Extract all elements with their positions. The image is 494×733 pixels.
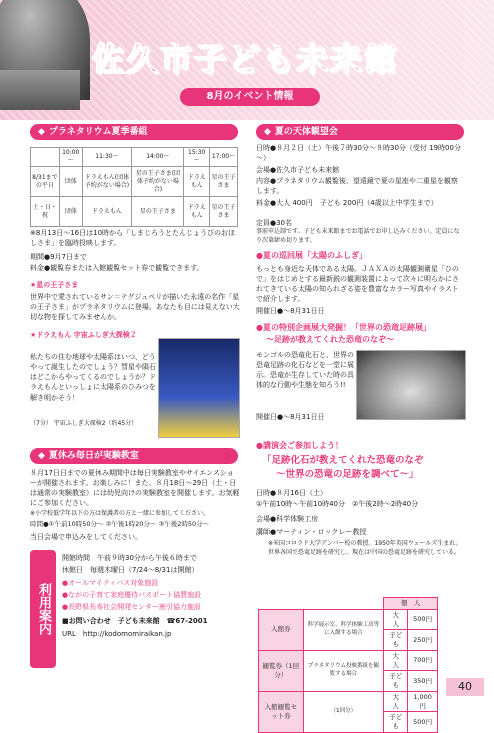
cell: 星の王子さま(団体予約がない場合) xyxy=(132,167,184,197)
fee-header: 個 人 xyxy=(384,598,438,610)
fee-type: 大 人 xyxy=(384,650,408,671)
diamond-icon: ◆ xyxy=(38,451,45,461)
cell: 団体 xyxy=(59,197,82,227)
cell: 団体 xyxy=(59,167,82,197)
fee-name: 入館観覧セット券 xyxy=(259,691,304,732)
cell: ドラえもん xyxy=(184,197,210,227)
fee-name: 観覧券（1回分） xyxy=(259,650,304,691)
special2-title: ●夏の特別企画展大発掘！「世界の恐竜足跡展」 xyxy=(256,323,431,332)
lecture-times: ①午前10時～午前10時40分 ②午後2時～2時40分 xyxy=(256,500,419,508)
show2-note: （7分） 宇宙ふしぎ大探検2（約45分） xyxy=(30,420,138,427)
cell: 星の王子さま xyxy=(209,197,237,227)
fee-price: 1,000円 xyxy=(408,691,438,712)
summer-lab-times: 時間●①午前10時50分～ ②午後1時20分～ ③午後2時50分～ xyxy=(30,520,210,528)
doraemon-poster-image xyxy=(158,338,240,438)
page-header xyxy=(0,0,494,120)
fee-desc: （1回分） xyxy=(303,691,384,732)
fee-price: 500円 xyxy=(408,712,438,733)
page-subtitle: 8月のイベント情報 xyxy=(180,88,320,106)
fee-type: 子ども xyxy=(384,712,408,733)
planetarium-note: ※8月13日～16日は10時から「しまじろうとたんじょうびのおほしさま」を臨時投映します。 xyxy=(30,229,236,248)
fee-name: 入館券 xyxy=(259,609,304,650)
info-url[interactable]: URL http://kodomomiraikan.jp xyxy=(62,630,172,638)
info-label: 利用案内 xyxy=(30,550,56,668)
planetarium-fee: 料金●観覧券または入館観覧セット券で観覧できます。 xyxy=(30,264,204,272)
cell: 星の王子さま xyxy=(209,167,237,197)
col-time: 11:30～ xyxy=(82,148,132,167)
special2-subtitle: ～足跡が教えてくれた恐竜のなぞ～ xyxy=(266,335,394,344)
dinosaur-fossil-image xyxy=(356,350,466,420)
show1-text: 世界中で愛されているサン＝テグジュペリが描いた永遠の名作「星の王子さま」がプラネタリウムに登場。あなたも目には見えない大切な物を探してみませんか。 xyxy=(30,293,240,322)
fee-type: 大 人 xyxy=(384,609,408,630)
fee-desc: 科学展示室、科学体験工房等に入館する場合 xyxy=(303,609,384,650)
summer-lab-text: ８月17日日までの夏休み期間中は毎日実験教室やサイエンスショーが開催されます。お楽しみに！また、８月18日～29日（土・日は通常の実験教室）には幼児向けの実験教室を開催します。お気軽にご参加ください。 xyxy=(30,469,240,508)
fee-price: 500円 xyxy=(408,609,438,630)
row-label: 土・日・祝 xyxy=(31,197,60,227)
show2-text: 私たちの住む地球や太陽系はいつ、どうやって誕生したのでしょう？彗星や隕石はどこからやってくるのでしょうか？ドラえもんといっしょに太陽系のひみつを解き明かそう！ xyxy=(30,353,156,402)
diamond-icon: ◆ xyxy=(38,127,45,137)
lecture-topic-2: ～世界の恐竜の足跡を調べて～」 xyxy=(276,469,419,480)
fee-price: 350円 xyxy=(408,671,438,692)
col-time: 10:00～ xyxy=(59,148,82,167)
observation-content: 内容●プラネタリウム観覧後、望遠鏡で夏の星座や二重星を観察します。 xyxy=(256,177,458,196)
observation-capacity: 定員●30名 xyxy=(256,219,293,227)
page-title: 佐久市子ども未来館 xyxy=(92,40,399,78)
planetarium-period: 期間●9月7日まで xyxy=(30,253,88,261)
col-time: 15:30～ xyxy=(184,148,210,167)
observation-fee: 料金●大人 400円 子ども 200円（4歳以上中学生まで） xyxy=(256,199,438,207)
corner-cell xyxy=(31,148,60,167)
row-label: 8/31までの平日 xyxy=(31,167,60,197)
special1-text: もっとも身近な天体である太陽。ＪＡＸＡの太陽観測衛星「ひので」をはじめとする最新鋭の観測装置によって次々に明らかにされてきている太陽の知られざる姿を豊富なカラー写真やイラストで紹介します。 xyxy=(256,265,459,304)
fee-price: 250円 xyxy=(408,630,438,651)
fee-type: 大 人 xyxy=(384,691,408,712)
lecture-title: ●講演会ご参加しよう！ xyxy=(256,441,343,450)
observation-cap-note: 事前申込制です。子ども未来館までお電話でお申し込みください。定員になり次第締め切ります。 xyxy=(256,228,460,244)
col-time: 14:00～ xyxy=(132,148,184,167)
info-item: ●長野県長寿社会開発センター割引協力施設 xyxy=(62,603,201,611)
fee-table xyxy=(258,597,438,733)
planetarium-heading: ◆ プラネタリウム夏季番組 xyxy=(30,124,238,140)
cell: 星の王子さま xyxy=(132,197,184,227)
diamond-icon: ◆ xyxy=(264,127,271,137)
summer-lab-heading: ◆ 夏休み毎日が実験教室 xyxy=(30,448,238,464)
building-image xyxy=(0,70,80,110)
fee-type: 子ども xyxy=(384,630,408,651)
info-contact: ■お問い合わせ 子ども未来館 ☎67-2001 xyxy=(62,617,208,625)
fee-type: 子ども xyxy=(384,671,408,692)
info-item: ●オールマイティパス対象施設 xyxy=(62,579,159,587)
lecture-bio: ※米国コロラド大学デンバー校の教授。1950年英国ウェールズ生まれ。世界各国で恐竜足跡を研究し、現在は中国の恐竜足跡を研究している。 xyxy=(268,540,462,556)
cell: ドラえもん xyxy=(82,197,132,227)
show1-title: ★星の王子さま xyxy=(30,281,79,289)
observation-heading: ◆ 夏の天体観望会 xyxy=(256,124,464,140)
summer-lab-note: ※小学校低学年以下の方は保護者の方と一緒に参加してください。 xyxy=(30,510,210,517)
summer-lab-apply: 当日会場で申込みをしてください。 xyxy=(30,533,142,541)
fee-price: 700円 xyxy=(408,650,438,671)
lecture-place: 会場●科学体験工房 xyxy=(256,515,319,523)
planetarium-schedule xyxy=(30,147,238,227)
special2-period: 開催日●～8月31日日 xyxy=(256,413,325,421)
special2-text: モンゴルの恐竜化石と、世界の恐竜足跡の化石などを一堂に展示。恐竜が生存していた時の具体的な行動や生態を知ろう!! xyxy=(256,351,354,390)
special1-title: ●夏の巡回展「太陽のふしぎ」 xyxy=(256,251,367,260)
show2-title: ★ドラえもん 宇宙ふしぎ大探検２ xyxy=(30,331,137,339)
observation-date: 日時●８月２日（土）午後７時30分～８時30分（受付 19時00分～） xyxy=(256,144,461,163)
info-closed: 休館日 毎週木曜日（7/24～8/31は開館） xyxy=(62,566,199,574)
lecture-speaker: 講師●マーティン・ロックレー教授 xyxy=(256,528,367,536)
fee-desc: プラネタリウム投映番組を観覧する場合 xyxy=(303,650,384,691)
lecture-date: 日時●８月16日（土） xyxy=(256,489,328,497)
info-item: ●ながの子育て家庭優待パスポート協賛施設 xyxy=(62,591,202,599)
page-number: 40 xyxy=(446,678,484,696)
cell: ドラえもん(団体予約がない場合) xyxy=(82,167,132,197)
info-hours: 開館時間 午前９時30分から午後６時まで xyxy=(62,554,197,562)
special1-period: 開催日●～8月31日日 xyxy=(256,307,325,315)
lecture-topic-1: 「足跡化石が教えてくれた恐竜のなぞ xyxy=(262,455,424,466)
col-time: 17:00～ xyxy=(209,148,237,167)
cell: ドラえもん xyxy=(184,167,210,197)
observation-place: 会場●佐久市子ども未来館 xyxy=(256,166,340,174)
